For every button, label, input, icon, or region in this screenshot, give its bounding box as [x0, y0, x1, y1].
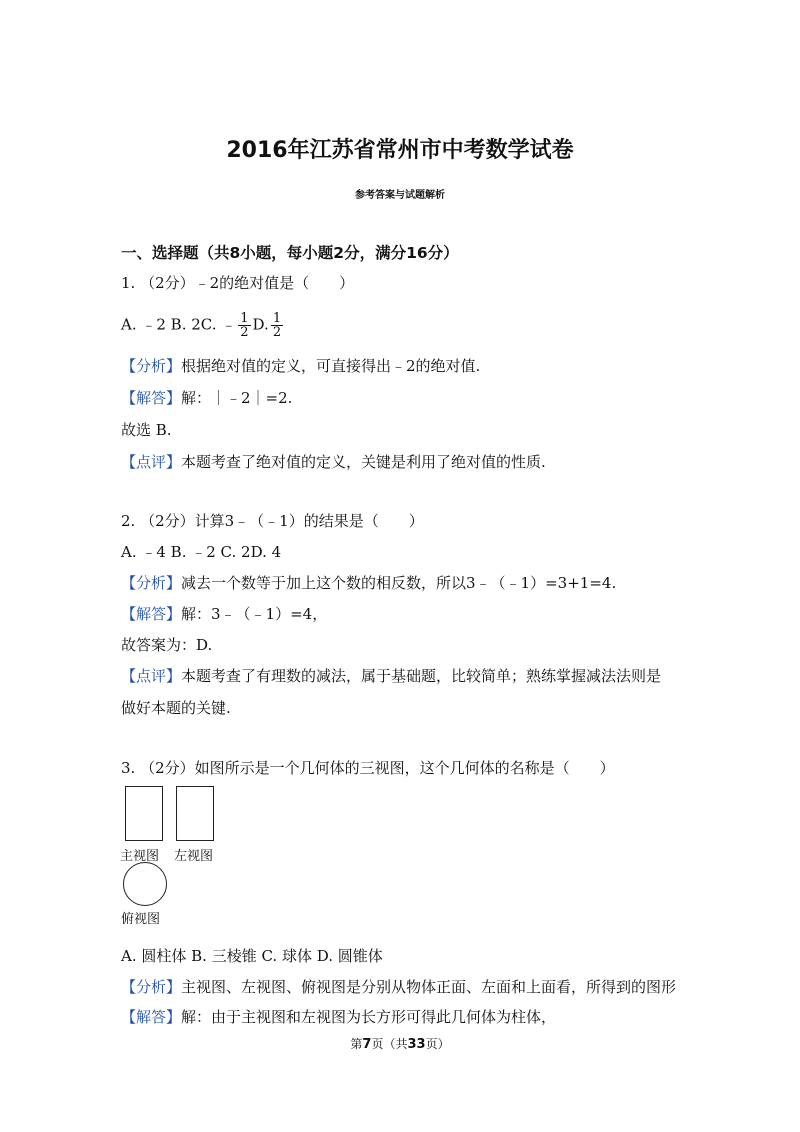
document-title: 2016年江苏省常州市中考数学试卷 [226, 138, 574, 163]
footer-total-pages: 33 [407, 1037, 426, 1052]
q2-options: A. ﹣4 B. ﹣2 C. 2D. 4 [121, 543, 282, 561]
q2-analysis [121, 572, 616, 593]
q2-comment-cont: 做好本题的关键. [121, 699, 231, 717]
q3-analysis [121, 976, 676, 997]
left-view-label: 左视图 [174, 849, 214, 864]
q1-choice: 故选 B. [121, 421, 172, 439]
q1-options [121, 312, 285, 339]
footer-post: 页） [425, 1037, 450, 1051]
answer-text: 解：｜﹣2｜=2. [181, 389, 293, 407]
document-subtitle: 参考答案与试题解析 [355, 190, 445, 201]
section-heading: 一、选择题（共8小题，每小题2分，满分16分） [121, 244, 459, 262]
analysis-tag: 【分析】 [121, 357, 182, 375]
comment-text: 本题考查了有理数的减法，属于基础题，比较简单；熟练掌握减法法则是 [181, 667, 662, 685]
top-view-label: 俯视图 [121, 912, 161, 927]
analysis-tag: 【分析】 [121, 978, 182, 996]
q1-answer [121, 387, 292, 408]
comment-text: 本题考查了绝对值的定义，关键是利用了绝对值的性质. [181, 453, 546, 471]
q1-analysis [121, 355, 480, 376]
q1-comment [121, 451, 546, 472]
answer-tag: 【解答】 [121, 1008, 182, 1026]
footer-mid: 页（共 [371, 1037, 408, 1051]
analysis-text: 根据绝对值的定义，可直接得出﹣2的绝对值. [181, 357, 481, 375]
front-view-label: 主视图 [120, 849, 160, 864]
left-view-rectangle [176, 786, 214, 841]
comment-tag: 【点评】 [121, 667, 182, 685]
q2-choice: 故答案为：D. [121, 636, 213, 654]
analysis-text: 减去一个数等于加上这个数的相反数，所以3﹣（﹣1）=3+1=4. [181, 574, 617, 592]
answer-tag: 【解答】 [121, 389, 182, 407]
q1-stem: 1. （2分）﹣2的绝对值是（ ） [121, 274, 355, 292]
q1-option-d: D. [252, 315, 269, 334]
answer-text: 解：由于主视图和左视图为长方形可得此几何体为柱体， [181, 1008, 557, 1026]
frac-denominator: 2 [272, 325, 282, 340]
q2-answer [121, 603, 327, 624]
comment-tag: 【点评】 [121, 453, 182, 471]
answer-text: 解：3﹣（﹣1）=4， [181, 605, 328, 623]
q2-stem: 2. （2分）计算3﹣（﹣1）的结果是（ ） [121, 512, 424, 530]
q3-answer [121, 1006, 556, 1027]
q2-comment [121, 665, 661, 686]
q1-options-text: A. ﹣2 B. 2C. ﹣ [121, 315, 237, 334]
top-view-circle [123, 862, 167, 906]
answer-tag: 【解答】 [121, 605, 182, 623]
analysis-tag: 【分析】 [121, 574, 182, 592]
footer-page-number: 7 [362, 1037, 372, 1052]
analysis-text: 主视图、左视图、俯视图是分别从物体正面、左面和上面看，所得到的图形 [181, 978, 677, 996]
front-view-rectangle [125, 786, 163, 841]
page-footer [0, 1035, 800, 1052]
q3-options: A. 圆柱体 B. 三棱锥 C. 球体 D. 圆锥体 [121, 947, 383, 965]
frac-denominator: 2 [240, 325, 249, 340]
frac-numerator: 1 [272, 311, 282, 326]
frac-numerator: 1 [240, 311, 249, 326]
footer-pre: 第 [350, 1037, 363, 1051]
q3-stem: 3. （2分）如图所示是一个几何体的三视图，这个几何体的名称是（ ） [121, 759, 615, 777]
q1-fraction-neg-half [238, 312, 250, 339]
q1-fraction-half [271, 312, 283, 339]
